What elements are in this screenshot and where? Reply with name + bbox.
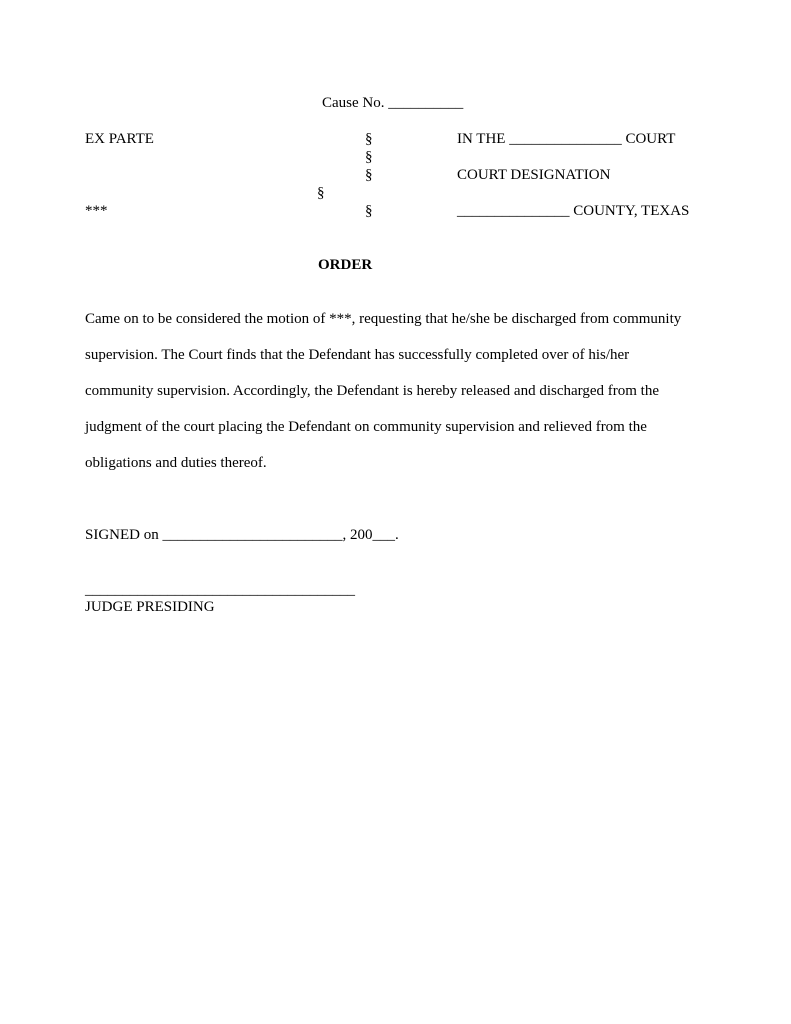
section-symbol: § (317, 185, 325, 201)
body-line: community supervision. Accordingly, the Defendant is hereby released and discharged from the (85, 383, 659, 399)
cause-number: Cause No. __________ (322, 95, 464, 111)
section-symbol: § (365, 131, 373, 147)
caption-ex-parte: EX PARTE (85, 131, 154, 147)
caption-party: *** (85, 203, 108, 219)
body-line: Came on to be considered the motion of ***, requesting that he/she be discharged from community (85, 311, 682, 327)
body-line: supervision. The Court finds that the Defendant has successfully completed over of his/her (85, 347, 630, 363)
judge-presiding-label: JUDGE PRESIDING (85, 599, 215, 615)
document-title: ORDER (318, 257, 373, 273)
signed-date-line: SIGNED on ________________________, 200___. (85, 527, 399, 543)
caption-court-designation: COURT DESIGNATION (457, 167, 611, 183)
caption-county: _______________ COUNTY, TEXAS (457, 203, 690, 219)
section-symbol: § (365, 149, 373, 165)
section-symbol: § (365, 203, 373, 219)
body-line: obligations and duties thereof. (85, 455, 267, 471)
body-line: judgment of the court placing the Defendant on community supervision and relieved from the (85, 419, 647, 435)
signature-line: ____________________________________ (85, 582, 355, 598)
section-symbol: § (365, 167, 373, 183)
caption-court: IN THE _______________ COURT (457, 131, 676, 147)
